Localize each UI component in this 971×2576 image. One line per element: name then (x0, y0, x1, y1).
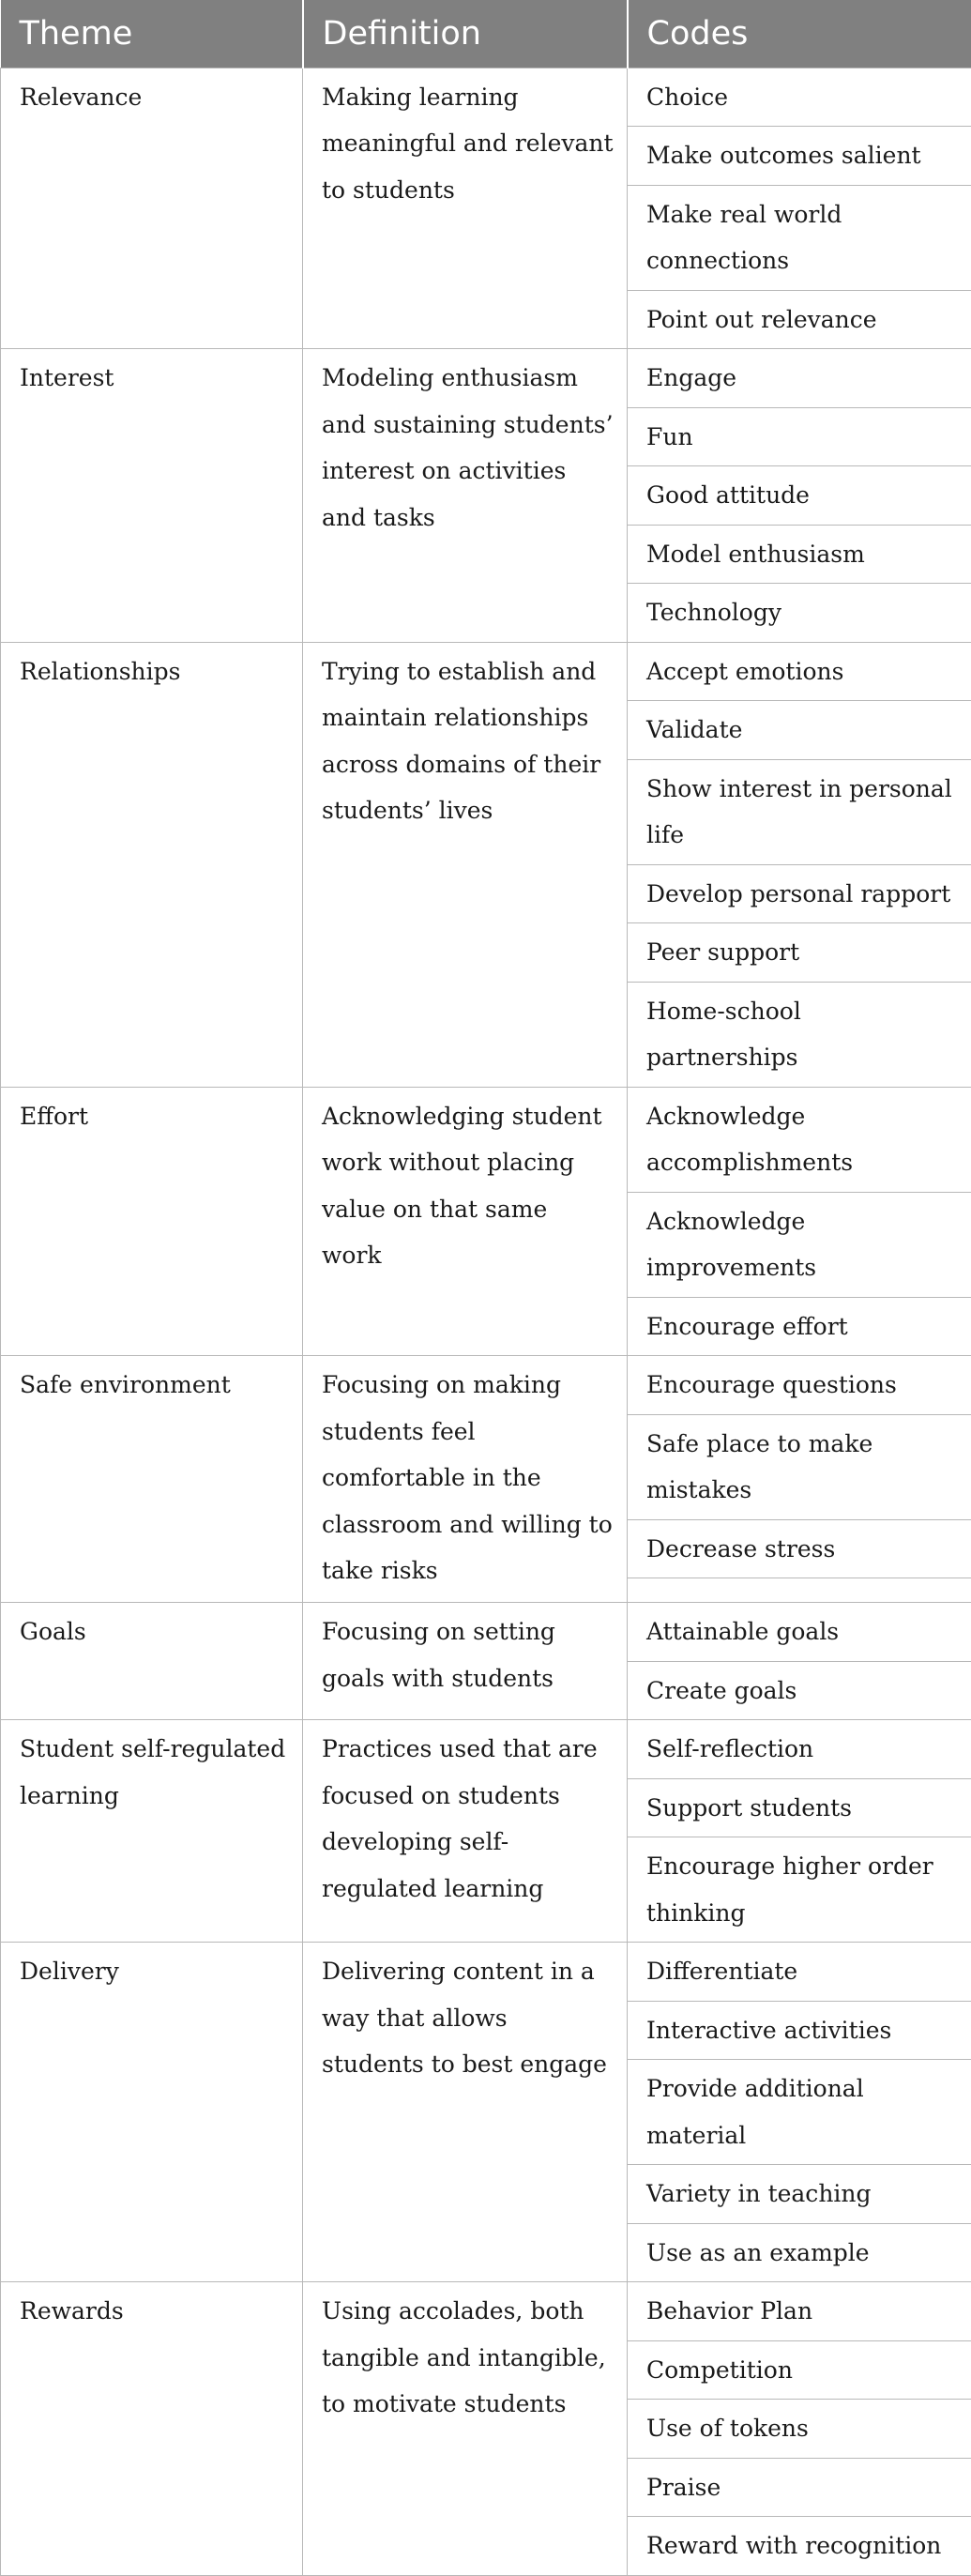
code-cell: Home-school partnerships (628, 982, 971, 1087)
code-cell: Praise (628, 2458, 971, 2517)
table-row (1, 68, 971, 127)
code-cell: Engage (628, 349, 971, 408)
theme-cell: Student self-regulated learning (1, 1720, 303, 1943)
code-cell: Attainable goals (628, 1603, 971, 1662)
table-row (1, 1087, 971, 1192)
theme-cell: Effort (1, 1087, 303, 1356)
header-definition: Definition (303, 0, 628, 68)
code-cell: Self-reflection (628, 1720, 971, 1779)
code-cell: Reward with recognition (628, 2517, 971, 2576)
code-cell: Behavior Plan (628, 2282, 971, 2341)
definition-cell: Focusing on making students feel comfortable in the classroom and willing to take risks (303, 1356, 628, 1603)
definition-cell: Trying to establish and maintain relationships across domains of their students’ lives (303, 642, 628, 1087)
theme-cell: Interest (1, 349, 303, 643)
definition-cell: Delivering content in a way that allows students to best engage (303, 1943, 628, 2282)
code-cell: Model enthusiasm (628, 525, 971, 584)
code-cell: Competition (628, 2340, 971, 2400)
code-cell: Show interest in personal life (628, 759, 971, 864)
code-cell: Acknowledge improvements (628, 1192, 971, 1297)
code-cell: Fun (628, 407, 971, 466)
code-cell: Use as an example (628, 2223, 971, 2282)
theme-cell: Goals (1, 1603, 303, 1720)
code-cell: Provide additional material (628, 2060, 971, 2165)
table-row (1, 1720, 971, 1779)
definition-cell: Using accolades, both tangible and intangible, to motivate students (303, 2282, 628, 2576)
code-cell: Differentiate (628, 1943, 971, 2002)
theme-cell: Rewards (1, 2282, 303, 2576)
table-row (1, 642, 971, 701)
code-cell: Make real world connections (628, 185, 971, 290)
code-cell: Encourage effort (628, 1297, 971, 1356)
code-cell: Variety in teaching (628, 2165, 971, 2224)
code-cell: Peer support (628, 923, 971, 983)
code-cell: Accept emotions (628, 642, 971, 701)
table-header (1, 0, 971, 68)
code-cell: Use of tokens (628, 2400, 971, 2459)
table-row (1, 1943, 971, 2002)
code-cell: Create goals (628, 1661, 971, 1720)
code-cell: Technology (628, 584, 971, 643)
table-body (1, 68, 971, 2575)
code-cell: Acknowledge accomplishments (628, 1087, 971, 1192)
code-cell: Encourage questions (628, 1356, 971, 1415)
table-row (1, 1356, 971, 1415)
theme-cell: Delivery (1, 1943, 303, 2282)
theme-cell: Safe environment (1, 1356, 303, 1603)
theme-cell: Relevance (1, 68, 303, 349)
code-cell: Good attitude (628, 466, 971, 526)
code-cell: Interactive activities (628, 2001, 971, 2060)
code-cell: Safe place to make mistakes (628, 1414, 971, 1519)
theme-cell: Relationships (1, 642, 303, 1087)
header-theme: Theme (1, 0, 303, 68)
code-cell: Point out relevance (628, 290, 971, 349)
table-row (1, 2282, 971, 2341)
code-cell: Encourage higher order thinking (628, 1837, 971, 1943)
header-codes: Codes (628, 0, 971, 68)
code-cell: Decrease stress (628, 1519, 971, 1578)
definition-cell: Making learning meaningful and relevant to students (303, 68, 628, 349)
table-row (1, 349, 971, 408)
code-cell: Choice (628, 68, 971, 127)
definition-cell: Practices used that are focused on students developing self-regulated learning (303, 1720, 628, 1943)
header-row (1, 0, 971, 68)
code-cell: Develop personal rapport (628, 864, 971, 923)
code-cell: Make outcomes salient (628, 127, 971, 186)
definition-cell: Modeling enthusiasm and sustaining students’ interest on activities and tasks (303, 349, 628, 643)
definition-cell: Acknowledging student work without placing value on that same work (303, 1087, 628, 1356)
code-cell: Validate (628, 701, 971, 760)
definition-cell: Focusing on setting goals with students (303, 1603, 628, 1720)
table-row (1, 1603, 971, 1662)
empty-code-cell (628, 1578, 971, 1603)
code-cell: Support students (628, 1778, 971, 1837)
